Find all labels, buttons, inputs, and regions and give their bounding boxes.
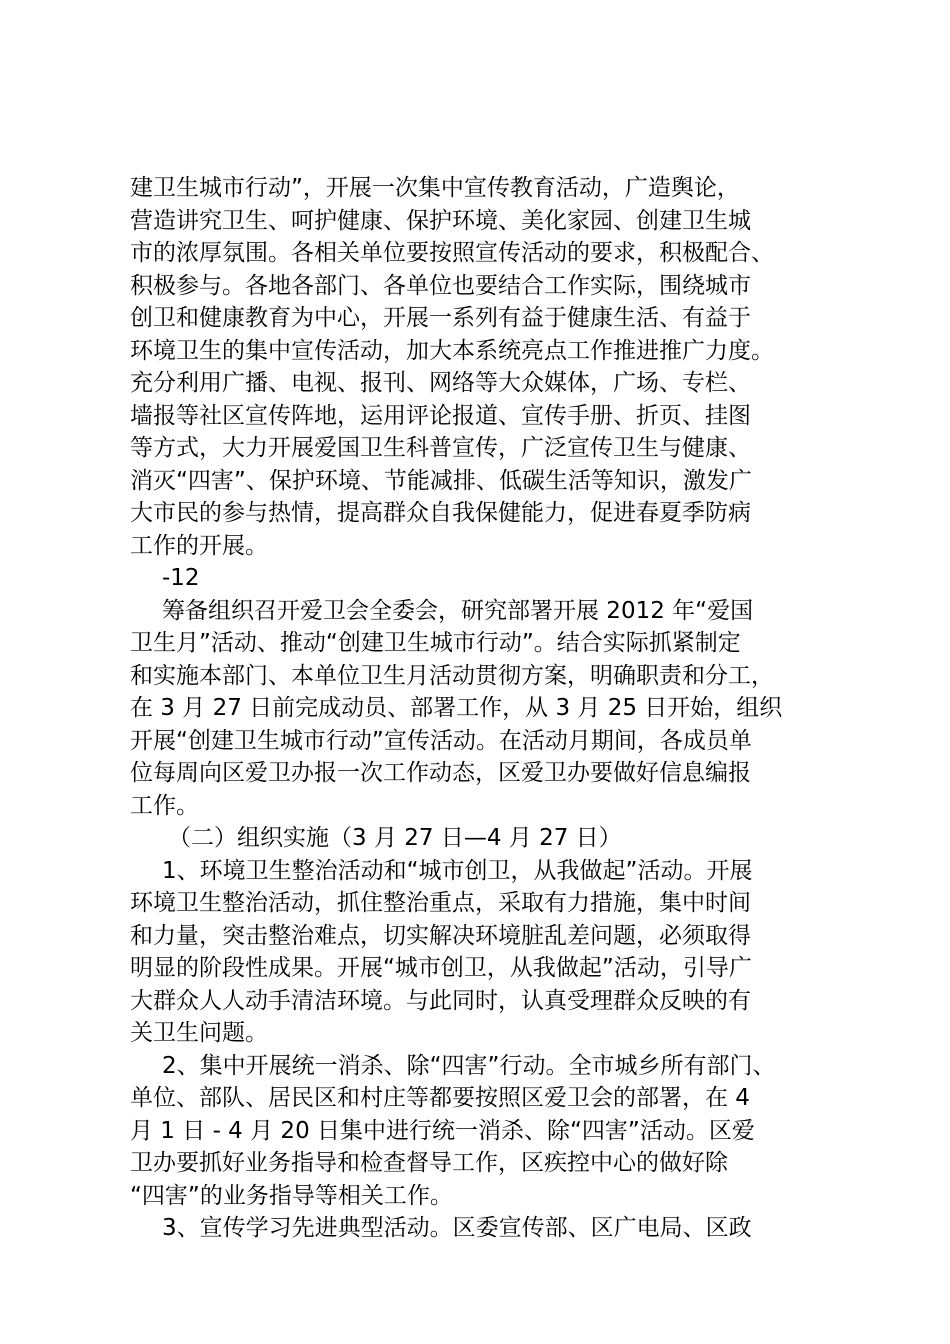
text-line: 单位、部队、居民区和村庄等都要按照区爱卫会的部署，在 4	[130, 1085, 750, 1111]
text-line: 环境卫生整治活动，抓住整治重点，采取有力措施，集中时间	[130, 890, 751, 916]
text-line: 大市民的参与热情，提高群众自我保健能力，促进春夏季防病	[130, 500, 751, 526]
text-line: 市的浓厚氛围。各相关单位要按照宣传活动的要求，积极配合、	[130, 240, 774, 266]
text-line: 环境卫生的集中宣传活动，加大本系统亮点工作推进推广力度。	[130, 337, 774, 364]
text-line: 工作的开展。	[130, 532, 268, 559]
text-line: 大群众人人动手清洁环境。与此同时，认真受理群众反映的有	[130, 987, 751, 1014]
page-number-marker: -12	[162, 565, 200, 591]
text-line: 2、集中开展统一消杀、除“四害”行动。全市城乡所有部门、	[162, 1052, 776, 1079]
text-line: 和力量，突击整治难点，切实解决环境脏乱差问题，必须取得	[130, 922, 751, 949]
text-line: 和实施本部门、本单位卫生月活动贯彻方案，明确职责和分工，	[130, 662, 774, 689]
text-line: 位每周向区爱卫办报一次工作动态，区爱卫办要做好信息编报	[130, 760, 751, 786]
text-line: 等方式，大力开展爱国卫生科普宣传，广泛宣传卫生与健康、	[130, 435, 751, 461]
text-line: 卫生月”活动、推动“创建卫生城市行动”。结合实际抓紧制定	[130, 630, 741, 656]
text-line: 积极参与。各地各部门、各单位也要结合工作实际，围绕城市	[130, 272, 751, 299]
text-line: 月 1 日 - 4 月 20 日集中进行统一消杀、除“四害”活动。区爱	[130, 1117, 755, 1144]
text-line: 墙报等社区宣传阵地，运用评论报道、宣传手册、折页、挂图	[130, 402, 751, 429]
text-line: 消灭“四害”、保护环境、节能减排、低碳生活等知识，激发广	[130, 467, 752, 494]
text-line: 明显的阶段性成果。开展“城市创卫，从我做起”活动，引导广	[130, 955, 752, 981]
text-line: 工作。	[130, 792, 199, 819]
text-line: 在 3 月 27 日前完成动员、部署工作，从 3 月 25 日开始，组织	[130, 695, 783, 721]
text-line: 关卫生问题。	[130, 1020, 268, 1046]
text-line: “四害”的业务指导等相关工作。	[130, 1182, 453, 1209]
text-line: 3、宣传学习先进典型活动。区委宣传部、区广电局、区政	[162, 1215, 752, 1241]
text-line: 筹备组织召开爱卫会全委会，研究部署开展 2012 年“爱国	[162, 597, 754, 624]
text-line: 创卫和健康教育为中心，开展一系列有益于健康生活、有益于	[130, 305, 751, 331]
section-heading: （二）组织实施（3 月 27 日—4 月 27 日）	[168, 825, 622, 851]
text-line: 营造讲究卫生、呵护健康、保护环境、美化家园、创建卫生城	[130, 207, 751, 234]
text-line: 卫办要抓好业务指导和检查督导工作，区疾控中心的做好除	[130, 1150, 728, 1176]
document-body	[130, 172, 830, 1245]
text-line: 开展“创建卫生城市行动”宣传活动。在活动月期间，各成员单	[130, 727, 752, 754]
text-line: 建卫生城市行动”，开展一次集中宣传教育活动，广造舆论，	[130, 175, 740, 201]
text-line: 1、环境卫生整治活动和“城市创卫，从我做起”活动。开展	[162, 857, 753, 884]
text-line: 充分利用广播、电视、报刊、网络等大众媒体，广场、专栏、	[130, 370, 751, 396]
